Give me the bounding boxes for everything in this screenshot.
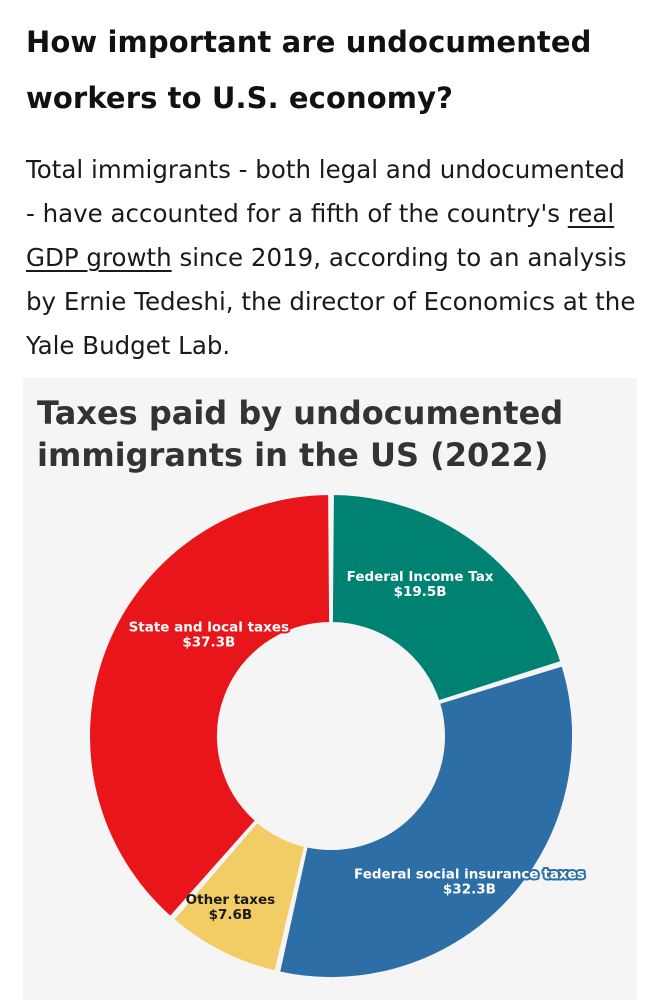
lede-paragraph (26, 148, 636, 368)
headline: How important are undocumented workers to U.S. economy? (26, 25, 592, 115)
slice-value: $7.6B (208, 907, 253, 924)
slice-federal-social-insurance-taxes (279, 665, 573, 978)
slice-value: $37.3B (182, 634, 236, 651)
slice-name: Federal Income Tax (346, 568, 494, 585)
article (0, 0, 662, 368)
chart-title: Taxes paid by undocumented immigrants in the US (2022) (37, 394, 564, 474)
slice-name: Other taxes (185, 892, 276, 909)
slice-name: State and local taxes (128, 619, 290, 636)
chart-card (23, 378, 637, 1000)
slice-name: Federal social insurance taxes (354, 866, 585, 883)
slice-value: $32.3B (442, 881, 496, 898)
real-gdp-growth-link[interactable]: real GDP growth (26, 199, 615, 272)
lede-text-after: since 2019, according to an analysis by Ernie Tedeshi, the director of Economics at the Yale Budget Lab. (26, 243, 636, 360)
slice-value: $19.5B (393, 583, 447, 600)
lede-text-before: Total immigrants - both legal and undocumented - have accounted for a fifth of the country's (26, 155, 625, 228)
slice-federal-income-tax (332, 494, 561, 701)
